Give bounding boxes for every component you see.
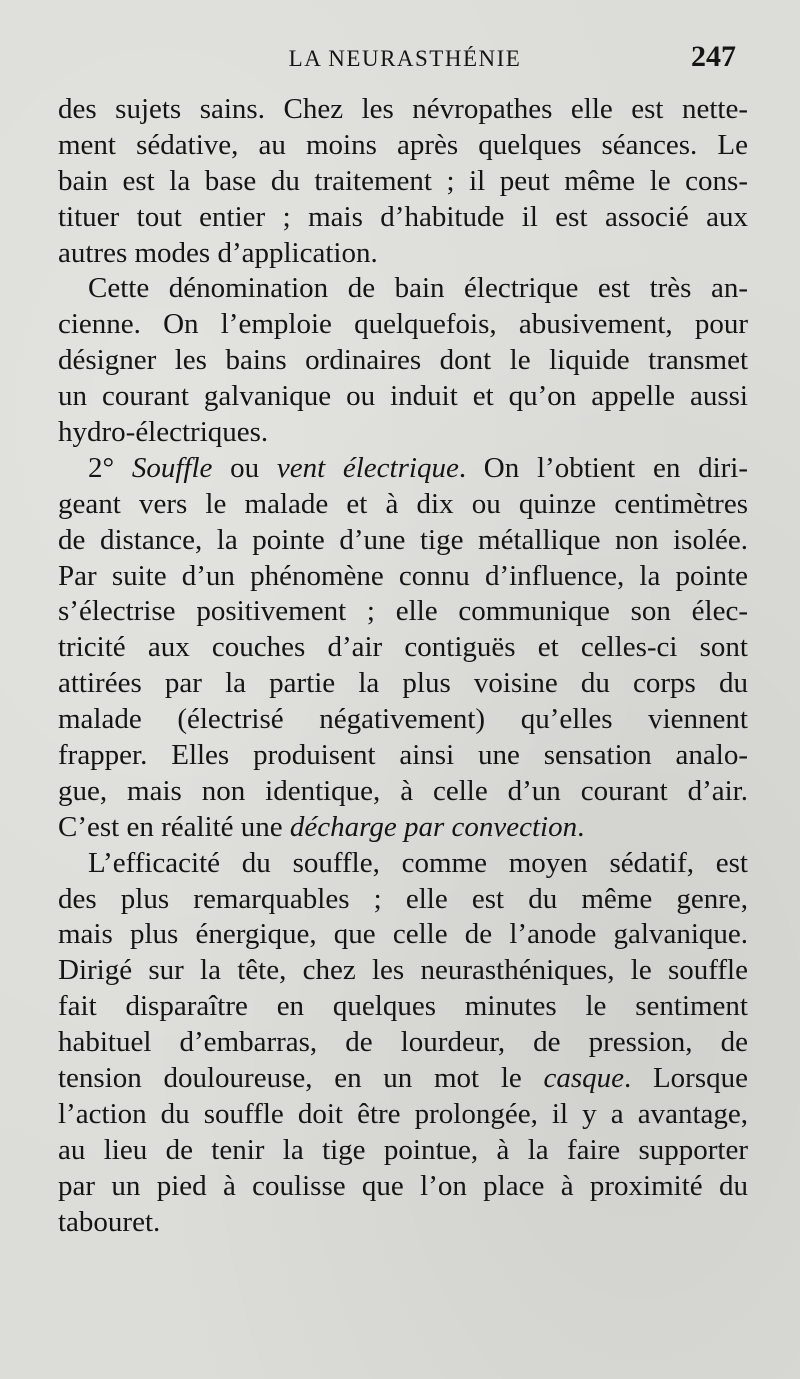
text-run: tabouret. <box>58 1205 161 1238</box>
text-run: au lieu de tenir la tige pointue, à la faire supporter <box>58 1133 748 1166</box>
text-run: habituel d’embarras, de lourdeur, de pression, de <box>58 1026 748 1059</box>
text-line <box>58 271 748 307</box>
text-line <box>58 92 748 128</box>
text-run: s’électrise positivement ; elle communique son élec- <box>58 595 748 628</box>
text-line <box>58 882 748 918</box>
text-line <box>58 594 748 630</box>
italic-text: décharge par convection <box>289 810 578 843</box>
text-run: autres modes d’application. <box>58 236 378 269</box>
text-run: tituer tout entier ; mais d’habitude il est associé aux <box>58 200 748 233</box>
text-line <box>58 415 748 451</box>
text-line <box>58 917 748 953</box>
body-text <box>58 92 748 1241</box>
text-run: désigner les bains ordinaires dont le liquide transmet <box>58 344 748 377</box>
text-run: l’action du souffle doit être prolongée, il y a avantage, <box>58 1097 748 1130</box>
text-run: Par suite d’un phénomène connu d’influence, la pointe <box>58 559 748 592</box>
text-line <box>58 451 748 487</box>
italic-text: vent électrique <box>276 451 459 484</box>
text-run: 2° <box>88 451 132 484</box>
text-line <box>58 846 748 882</box>
text-line <box>58 989 748 1025</box>
text-run: L’efficacité du souffle, comme moyen sédatif, est <box>88 846 748 879</box>
text-run: ou <box>212 451 277 484</box>
text-run: de distance, la pointe d’une tige métallique non isolée. <box>58 523 748 556</box>
text-run: tension douloureuse, en un mot le <box>58 1062 544 1095</box>
text-line <box>58 487 748 523</box>
text-run: Cette dénomination de bain électrique est très an- <box>88 272 748 305</box>
text-line <box>58 1205 748 1241</box>
text-line <box>58 738 748 774</box>
running-title: LA NEURASTHÉNIE <box>288 46 522 71</box>
text-line <box>58 1025 748 1061</box>
text-run: frapper. Elles produisent ainsi une sensation analo- <box>58 739 748 772</box>
text-line <box>58 666 748 702</box>
text-line <box>58 774 748 810</box>
text-run: attirées par la partie la plus voisine du corps du <box>58 667 748 700</box>
text-line <box>58 810 748 846</box>
text-line <box>58 200 748 236</box>
text-run: gue, mais non identique, à celle d’un courant d’air. <box>58 774 748 807</box>
text-line <box>58 1097 748 1133</box>
text-run: tricité aux couches d’air contiguës et celles-ci sont <box>58 631 748 664</box>
text-run: . <box>577 810 585 843</box>
text-run: fait disparaître en quelques minutes le sentiment <box>58 990 748 1023</box>
text-run: C’est en réalité une <box>58 810 290 843</box>
text-run: mais plus énergique, que celle de l’anode galvanique. <box>58 918 748 951</box>
text-line <box>58 523 748 559</box>
text-run: malade (électrisé négativement) qu’elles viennent <box>58 703 748 736</box>
text-line <box>58 128 748 164</box>
text-run: hydro-électriques. <box>58 416 269 449</box>
text-run: un courant galvanique ou induit et qu’on appelle aussi <box>58 380 748 413</box>
text-run: . Lorsque <box>624 1062 748 1095</box>
text-line <box>58 1169 748 1205</box>
text-run: bain est la base du traitement ; il peut même le cons- <box>58 164 748 197</box>
text-run: cienne. On l’emploie quelquefois, abusivement, pour <box>58 308 748 341</box>
text-line <box>58 343 748 379</box>
page-number: 247 <box>691 40 736 73</box>
text-run: par un pied à coulisse que l’on place à proximité du <box>58 1169 748 1202</box>
text-run: ment sédative, au moins après quelques séances. Le <box>58 128 748 161</box>
text-line <box>58 630 748 666</box>
text-line <box>58 702 748 738</box>
text-run: . On l’obtient en diri- <box>458 451 748 484</box>
text-run: des plus remarquables ; elle est du même genre, <box>58 882 748 915</box>
page-header <box>60 40 750 80</box>
text-line <box>58 953 748 989</box>
text-line <box>58 307 748 343</box>
text-line <box>58 559 748 595</box>
italic-text: Souffle <box>131 451 213 484</box>
text-line <box>58 379 748 415</box>
text-run: Dirigé sur la tête, chez les neurasthéniques, le souffle <box>58 954 748 987</box>
text-run: geant vers le malade et à dix ou quinze centimètres <box>58 487 748 520</box>
text-line <box>58 236 748 272</box>
text-line <box>58 164 748 200</box>
text-line <box>58 1133 748 1169</box>
italic-text: casque <box>543 1062 624 1095</box>
text-run: des sujets sains. Chez les névropathes elle est nette- <box>58 93 748 125</box>
text-line <box>58 1061 748 1097</box>
